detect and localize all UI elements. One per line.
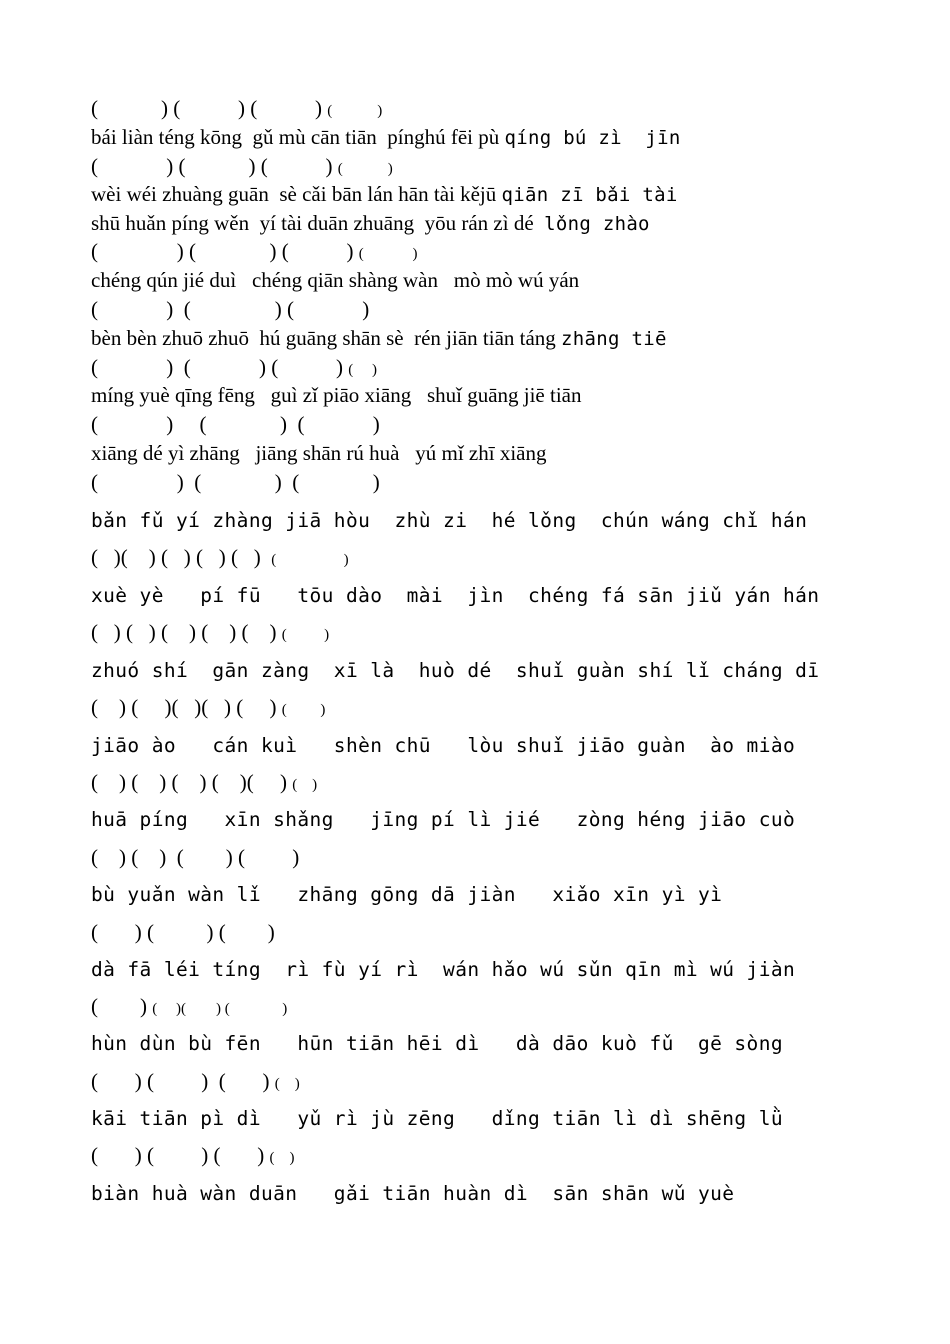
answer-blanks-row-16: ( ) ( ) ( ) ( ) [91, 1143, 295, 1167]
pinyin-row-12: huā píng xīn shǎng jīng pí lì jié zòng héng jiāo cuò [91, 808, 796, 831]
answer-blanks-row-1: ( ) ( ) ( ) ( ) [91, 96, 383, 120]
pinyin-row-2: wèi wéi zhuàng guān sè cǎi bān lán hān tài kějū qiān zī bǎi tài [91, 182, 678, 206]
answer-blanks-row-9: ( ) ( ) ( ) ( ) ( ) ( ) [91, 620, 330, 644]
pinyin-row-14: dà fā léi tíng rì fù yí rì wán hǎo wú sǔn qīn mì wú jiàn [91, 958, 796, 981]
pinyin-row-11: jiāo ào cán kuì shèn chū lòu shuǐ jiāo guàn ào miào [91, 734, 796, 757]
answer-blanks-row-2: ( ) ( ) ( ) ( ) [91, 154, 393, 178]
pinyin-row-3: shū huǎn píng wěn yí tài duān zhuāng yōu rán zì dé lǒng zhào [91, 211, 650, 235]
pinyin-row-15: hùn dùn bù fēn hūn tiān hēi dì dà dāo kuò fǔ gē sòng [91, 1032, 783, 1055]
pinyin-row-4: chéng qún jié duì chéng qiān shàng wàn mò mò wú yán [91, 268, 580, 292]
answer-blanks-row-15: ( ) ( ) ( ) ( ) [91, 1069, 300, 1093]
answer-blanks-row-4: ( ) ( ) ( ) [91, 297, 370, 321]
answer-blanks-row-10: ( ) ( )( )( ) ( ) ( ) [91, 695, 326, 719]
answer-blanks-row-6: ( ) ( ) ( ) [91, 412, 380, 436]
pinyin-row-7: xiāng dé yì zhāng jiāng shān rú huà yú mǐ zhī xiāng [91, 441, 547, 465]
pinyin-row-10: zhuó shí gān zàng xī là huò dé shuǐ guàn shí lǐ cháng dī [91, 659, 820, 682]
pinyin-row-17: biàn huà wàn duān gǎi tiān huàn dì sān shān wǔ yuè [91, 1182, 735, 1205]
answer-blanks-row-13: ( ) ( ) ( ) [91, 920, 275, 944]
answer-blanks-row-14: ( ) ( )( ) ( ) [91, 994, 288, 1018]
answer-blanks-row-8: ( )( ) ( ) ( ) ( ) ( ) [91, 545, 349, 569]
pinyin-row-1: bái liàn téng kōng gǔ mù cān tiān pínghú fēi pù qíng bú zì jīn [91, 125, 681, 149]
pinyin-row-13: bù yuǎn wàn lǐ zhāng gōng dā jiàn xiǎo xīn yì yì [91, 883, 723, 906]
pinyin-row-16: kāi tiān pì dì yǔ rì jù zēng dǐng tiān lì dì shēng lǜ [91, 1107, 783, 1130]
pinyin-row-5: bèn bèn zhuō zhuō hú guāng shān sè rén jiān tiān táng zhāng tiē [91, 326, 667, 350]
answer-blanks-row-3: ( ) ( ) ( ) ( ) [91, 239, 418, 263]
answer-blanks-row-11: ( ) ( ) ( ) ( )( ) ( ) [91, 770, 318, 794]
answer-blanks-row-5: ( ) ( ) ( ) ( ) [91, 355, 377, 379]
pinyin-row-9: xuè yè pí fū tōu dào mài jìn chéng fá sān jiǔ yán hán [91, 584, 820, 607]
pinyin-row-6: míng yuè qīng fēng guì zǐ piāo xiāng shuǐ guāng jiē tiān [91, 383, 582, 407]
answer-blanks-row-12: ( ) ( ) ( ) ( ) [91, 845, 300, 869]
pinyin-row-8: bǎn fǔ yí zhàng jiā hòu zhù zi hé lǒng chún wáng chǐ hán [91, 509, 808, 532]
answer-blanks-row-7: ( ) ( ) ( ) [91, 470, 380, 494]
